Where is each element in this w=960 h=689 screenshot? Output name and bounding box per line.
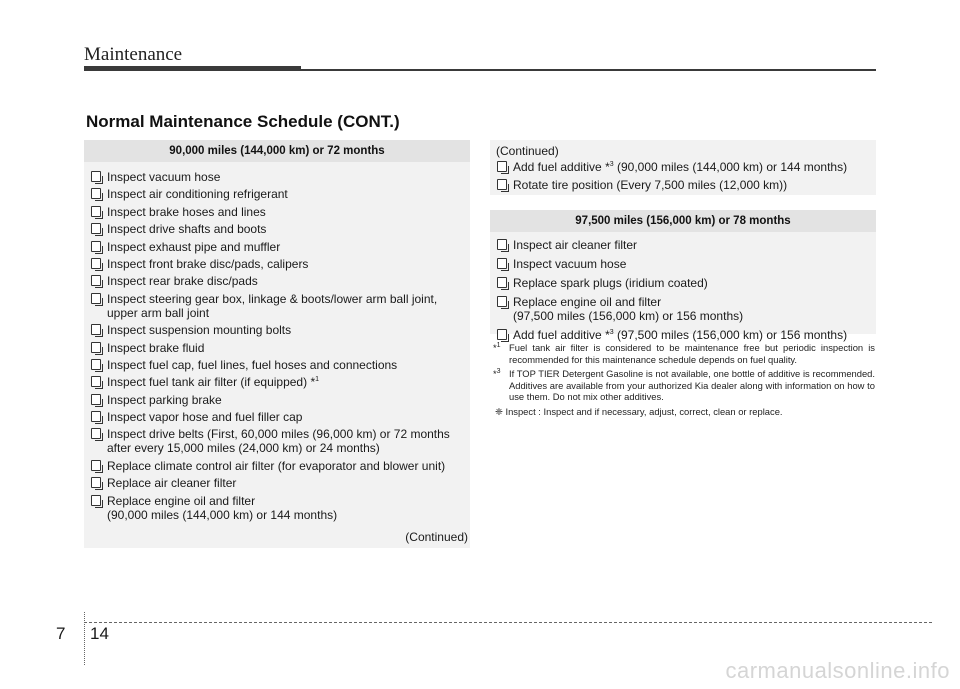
watermark: carmanualsonline.info — [725, 658, 950, 683]
list-item — [90, 494, 470, 522]
schedule-panel-90000 — [84, 140, 470, 548]
checkbox-icon — [91, 411, 101, 422]
footnote-mark: *$^3$ — [493, 367, 501, 379]
panel-heading: 97,500 miles (156,000 km) or 78 months — [490, 210, 876, 232]
header-title: Maintenance — [84, 44, 183, 65]
item-text: Inspect drive shafts and boots — [107, 222, 267, 237]
item-text: Inspect brake hoses and lines — [107, 204, 266, 219]
footer-rule — [84, 622, 932, 623]
item-text-line2: upper arm ball joint — [107, 305, 210, 320]
item-text: Inspect front brake disc/pads, calipers — [107, 256, 309, 271]
checklist — [84, 162, 470, 522]
list-item — [496, 295, 876, 323]
checkbox-icon — [91, 293, 101, 304]
checkbox-icon — [91, 241, 101, 252]
item-text: Rotate tire position (Every 7,500 miles (12,000 km)) — [513, 178, 788, 192]
list-item — [90, 410, 470, 424]
list-item — [496, 257, 876, 271]
checkbox-icon — [497, 277, 507, 288]
checkbox-icon — [91, 223, 101, 234]
list-item — [496, 238, 876, 252]
list-item — [90, 358, 470, 372]
checkbox-icon — [91, 324, 101, 335]
list-item — [90, 427, 470, 455]
footnote-ref: 3 — [609, 161, 614, 168]
item-text: Replace climate control air filter (for evaporator and blower unit) — [107, 458, 446, 473]
item-text: Inspect vacuum hose — [107, 170, 221, 184]
item-text: Inspect steering gear box, linkage & boots/lower arm ball joint, — [107, 291, 438, 306]
footnote-text: If TOP TIER Detergent Gasoline is not available, one bottle of additive is recommended. Additives are available from your authorized Kia dealer along with information on how to use them. Do not mix other additives. — [509, 368, 875, 402]
footnote-text: Fuel tank air filter is considered to be maintenance free but periodic inspection is recommended for this maintenance schedule depends on fuel quality. — [509, 342, 875, 365]
checkbox-icon — [91, 477, 101, 488]
item-text: Add fuel additive * — [513, 160, 610, 174]
header-rule-thin — [301, 69, 876, 71]
list-item — [90, 170, 470, 184]
checkbox-icon — [91, 171, 101, 182]
checkbox-icon — [497, 161, 507, 172]
continued-heading: (Continued) — [496, 144, 559, 158]
footnote-mark: *$^1$ — [493, 341, 501, 353]
checkbox-icon — [91, 376, 101, 387]
item-text: Replace engine oil and filter — [107, 493, 256, 508]
item-text: (97,500 miles (156,000 km) or 156 months) — [613, 328, 848, 342]
chapter-number: 7 — [56, 624, 66, 643]
list-item — [90, 257, 470, 271]
inspect-note: ❈ Inspect : Inspect and if necessary, adjust, correct, clean or replace. — [495, 405, 783, 417]
checkbox-icon — [91, 258, 101, 269]
header-rule-thick — [84, 66, 301, 71]
list-item — [90, 292, 470, 320]
item-text: Inspect rear brake disc/pads — [107, 274, 258, 289]
checkbox-icon — [91, 359, 101, 370]
item-text: (90,000 miles (144,000 km) or 144 months) — [613, 160, 848, 174]
list-item — [90, 222, 470, 236]
list-item — [90, 240, 470, 254]
checkbox-icon — [497, 239, 507, 250]
list-item — [496, 178, 876, 192]
checkbox-icon — [91, 188, 101, 199]
item-text: Add fuel additive * — [513, 328, 610, 342]
footnote-ref: 3 — [609, 329, 614, 336]
list-item — [90, 375, 470, 389]
checkbox-icon — [91, 495, 101, 506]
item-text: Inspect fuel tank air filter (if equipped) * — [107, 375, 316, 390]
schedule-panel-continued — [490, 140, 876, 195]
item-text: Inspect parking brake — [107, 392, 222, 407]
item-text: Inspect vacuum hose — [513, 257, 627, 271]
checkbox-icon — [497, 179, 507, 190]
item-text: Inspect vapor hose and fuel filler cap — [107, 410, 303, 425]
checklist — [490, 232, 876, 342]
page-divider — [84, 612, 85, 665]
list-item — [90, 187, 470, 201]
list-item — [90, 274, 470, 288]
footnote-1 — [493, 342, 875, 365]
item-text: Inspect air conditioning refrigerant — [107, 187, 288, 202]
checkbox-icon — [91, 428, 101, 439]
list-item — [90, 476, 470, 490]
item-text-line2: (90,000 miles (144,000 km) or 144 months) — [107, 507, 338, 522]
checkbox-icon — [497, 329, 507, 340]
footnotes — [493, 342, 875, 420]
footnote-3 — [493, 368, 875, 403]
footnote-ref: 1 — [315, 376, 320, 384]
item-text: Replace engine oil and filter — [513, 295, 662, 309]
item-text: Inspect brake fluid — [107, 340, 205, 355]
continued-label: (Continued) — [405, 530, 468, 544]
checkbox-icon — [497, 296, 507, 307]
schedule-panel-97500 — [490, 210, 876, 342]
page-number: 14 — [90, 624, 109, 643]
item-text-line2: after every 15,000 miles (24,000 km) or 24 months) — [107, 441, 380, 456]
checklist — [490, 160, 876, 192]
checkbox-icon — [91, 206, 101, 217]
list-item — [90, 205, 470, 219]
list-item — [496, 328, 876, 342]
list-item — [90, 393, 470, 407]
item-text: Inspect drive belts (First, 60,000 miles (96,000 km) or 72 months — [107, 427, 450, 442]
list-item — [90, 459, 470, 473]
checkbox-icon — [91, 460, 101, 471]
panel-heading: 90,000 miles (144,000 km) or 72 months — [84, 140, 470, 162]
checkbox-icon — [91, 275, 101, 286]
list-item — [496, 276, 876, 290]
list-item — [90, 323, 470, 337]
list-item — [90, 341, 470, 355]
item-text: Replace spark plugs (iridium coated) — [513, 276, 708, 290]
item-text: Inspect suspension mounting bolts — [107, 323, 292, 338]
checkbox-icon — [91, 394, 101, 405]
list-item — [496, 160, 876, 174]
item-text: Inspect exhaust pipe and muffler — [107, 239, 281, 254]
item-text: Replace air cleaner filter — [107, 476, 237, 491]
checkbox-icon — [497, 258, 507, 269]
item-text: Inspect fuel cap, fuel lines, fuel hoses and connections — [107, 357, 398, 372]
section-title: Normal Maintenance Schedule (CONT.) — [86, 112, 400, 131]
item-text-line2: (97,500 miles (156,000 km) or 156 months) — [513, 309, 744, 323]
checkbox-icon — [91, 342, 101, 353]
item-text: Inspect air cleaner filter — [513, 238, 638, 252]
